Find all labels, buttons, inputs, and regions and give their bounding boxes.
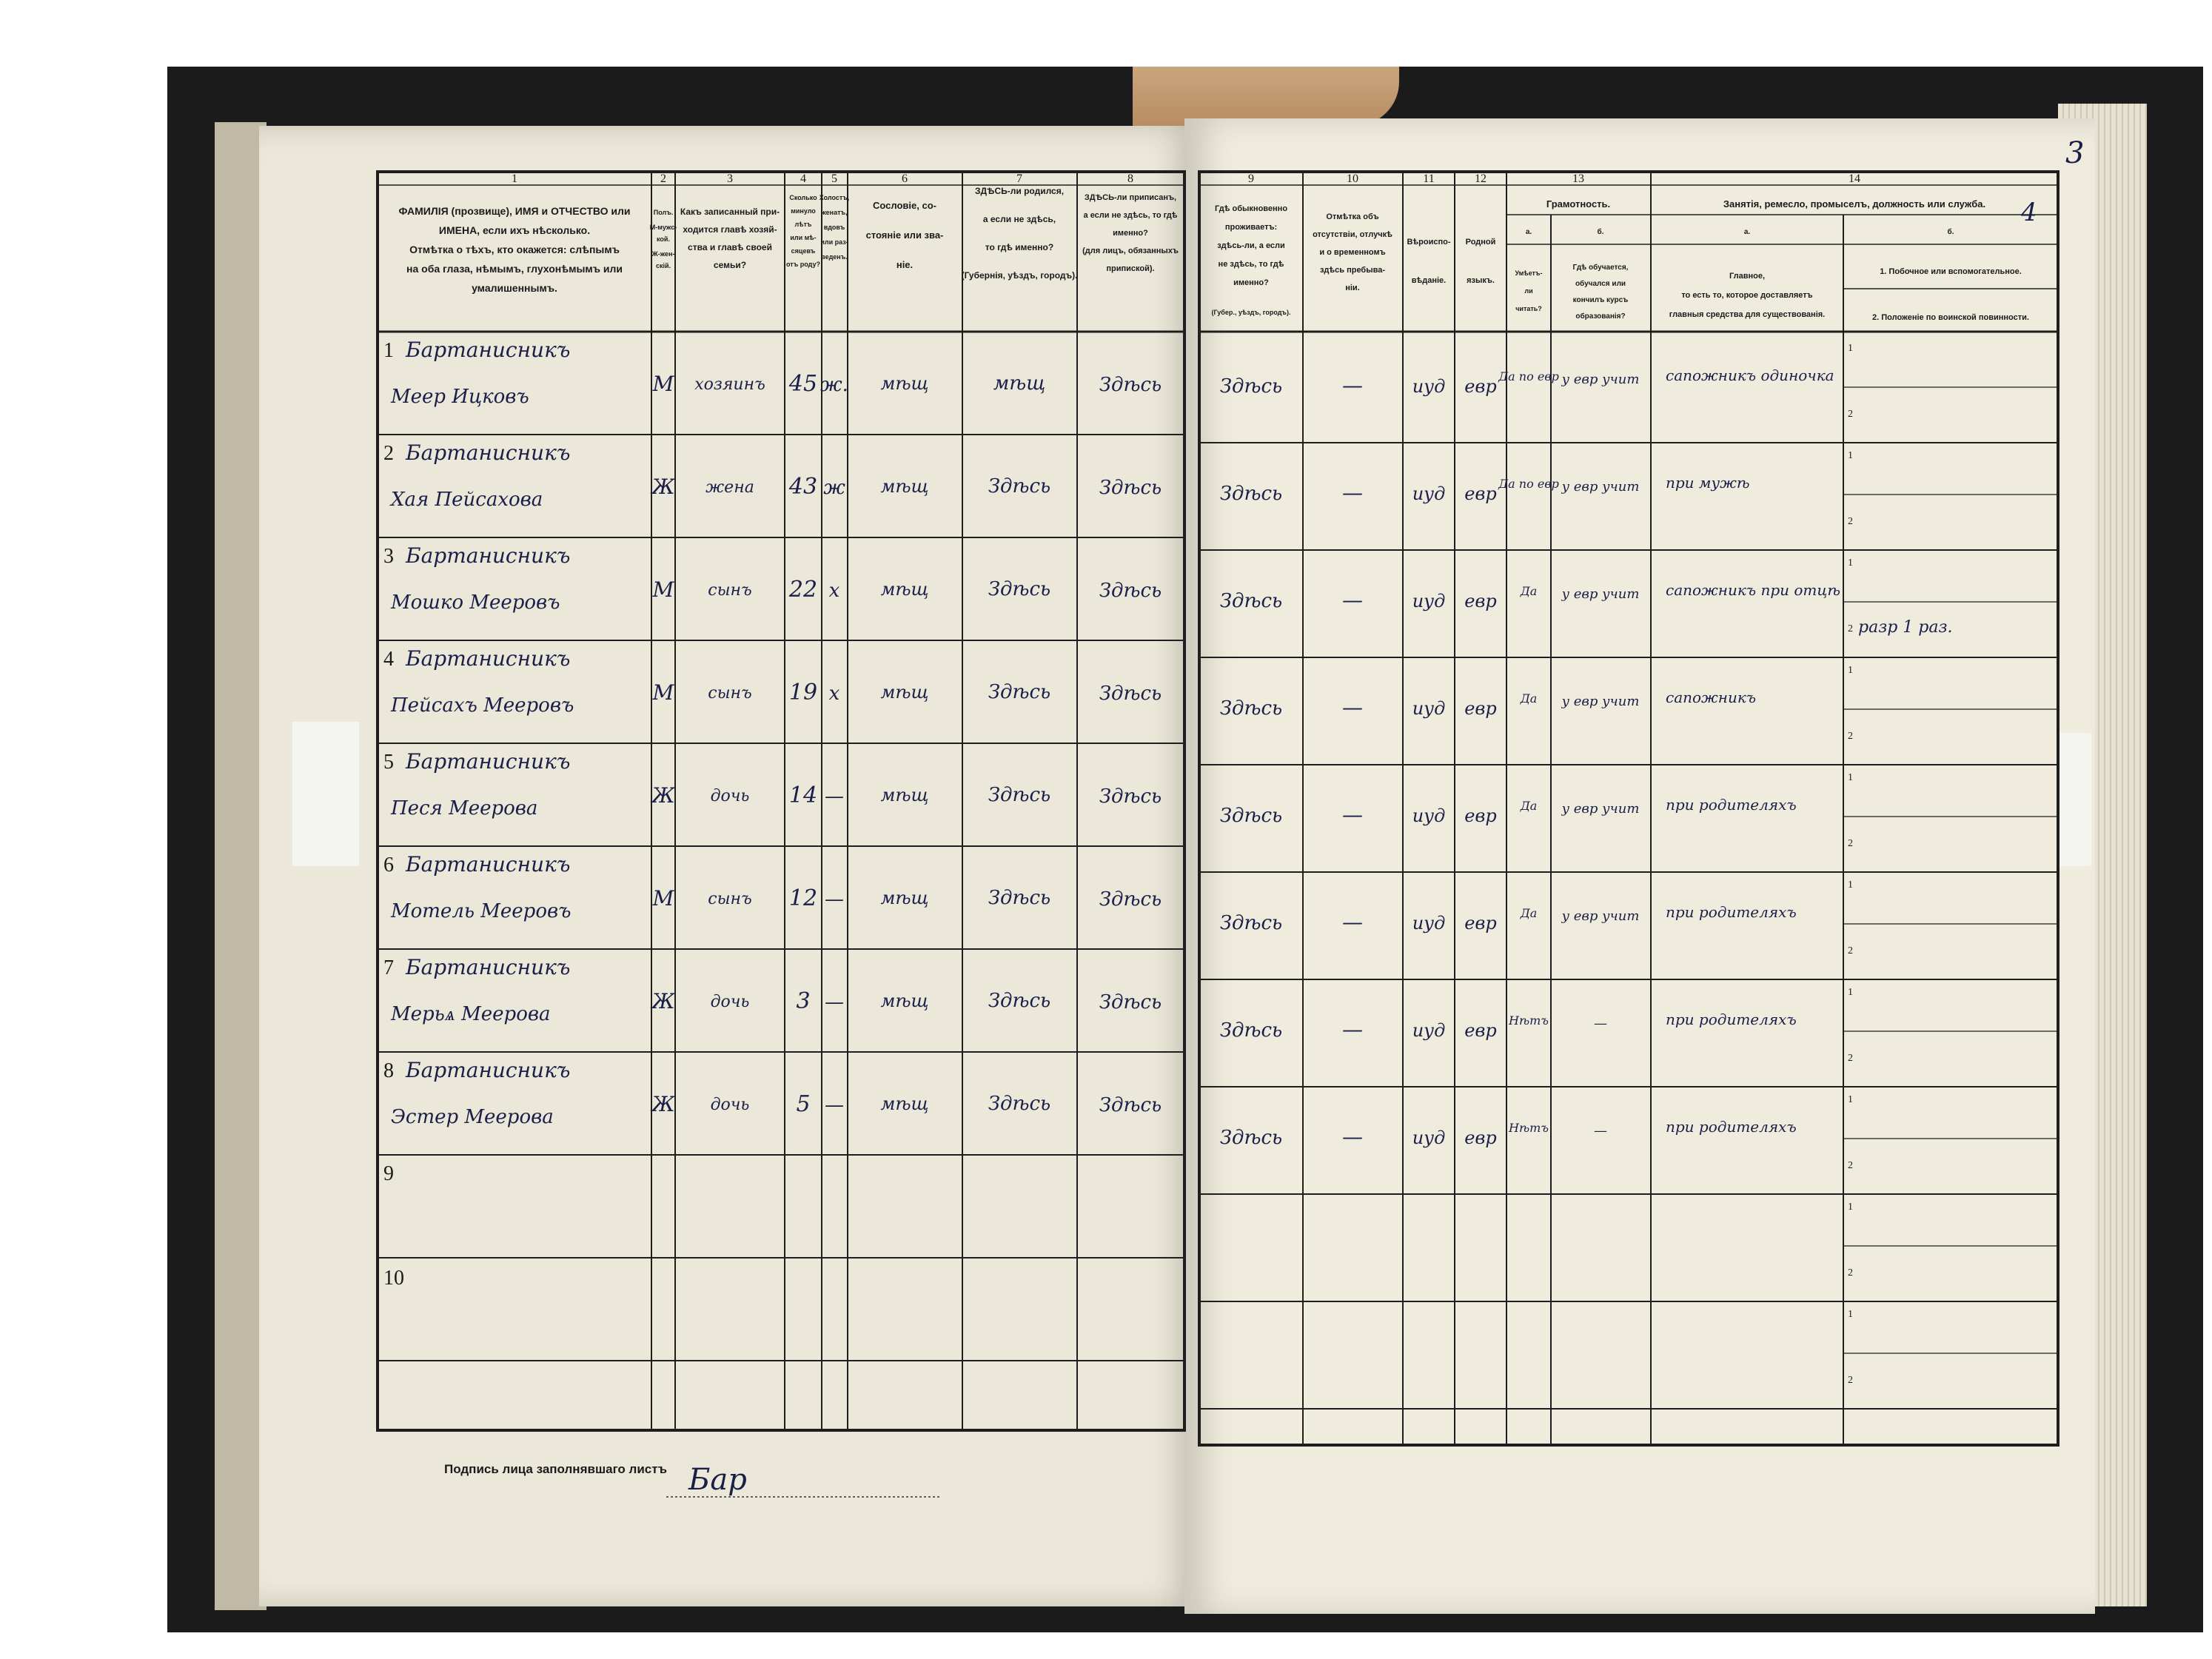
entry-occupation: при родителяхъ — [1666, 903, 1797, 921]
header-relation-column — [680, 207, 780, 270]
subrow-2: 2 — [1848, 409, 1853, 420]
entry-age: 43 — [788, 474, 818, 500]
header-c8-line-2: а если не здѣсь, то гдѣ — [1083, 211, 1178, 220]
entry-estate: мѣщ — [880, 888, 929, 908]
entry-resides: Здѣсь — [1219, 1019, 1283, 1042]
header-c11-line-1: Вѣроиспо- — [1407, 238, 1451, 247]
entry-school: у евр учит — [1561, 908, 1640, 924]
header-c9-line-4: не здѣсь, то гдѣ — [1218, 260, 1284, 269]
header-marital-column — [820, 194, 850, 261]
entry-resides: Здѣсь — [1219, 483, 1283, 505]
header-occupation-b: б. — [1947, 228, 1954, 236]
entry-estate: мѣщ — [880, 476, 929, 497]
header-language-column — [1466, 238, 1496, 285]
header-c10-line-4: здѣсь пребыва- — [1319, 266, 1386, 275]
row-number: 9 — [383, 1162, 394, 1185]
row-number: 10 — [383, 1267, 404, 1290]
col-num-9: 9 — [1248, 172, 1254, 185]
entry-reads: Нѣтъ — [1509, 1121, 1549, 1135]
entry-reads: Да по евр — [1498, 477, 1559, 491]
entry-ascribed: Здѣсь — [1099, 991, 1162, 1013]
entry-relation: сынъ — [708, 684, 752, 703]
header-c13b-line-3: кончилъ курсъ — [1572, 296, 1629, 304]
entry-born: Здѣсь — [988, 990, 1051, 1012]
entry-occupation: сапожникъ одиночка — [1666, 366, 1834, 384]
entry-marital: — — [825, 1094, 844, 1116]
header-c5-line-4: или раз- — [820, 238, 848, 246]
header-c10-line-1: Отмѣтка объ — [1326, 212, 1379, 221]
header-c7-line-2: а если не здѣсь, — [982, 214, 1056, 224]
header-c7-line-4: (Губернія, уѣздъ, городъ). — [961, 270, 1078, 281]
row-number: 6 — [383, 854, 394, 877]
right-column-headers — [1212, 198, 2029, 322]
entry-given: Меер Ицковъ — [391, 386, 529, 408]
header-c2-line-5: скій. — [655, 262, 671, 269]
entry-lang: евр — [1464, 1127, 1497, 1148]
entry-born: Здѣсь — [988, 475, 1051, 497]
entry-age: 19 — [788, 680, 818, 706]
entry-sex: М — [652, 577, 674, 602]
header-sex-column — [650, 209, 677, 269]
header-reads-column — [1515, 269, 1543, 312]
left-column-headers — [398, 186, 1178, 294]
entry-occupation: при родителяхъ — [1666, 1118, 1797, 1136]
entry-marital: ж — [823, 477, 845, 499]
header-born-column — [962, 186, 1078, 281]
header-estate-column — [866, 200, 944, 270]
entry-faith: иуд — [1412, 805, 1446, 826]
header-c8-line-1: ЗДѢСЬ-ли приписанъ, — [1084, 193, 1177, 202]
header-c13b-line-4: образованія? — [1575, 312, 1626, 321]
header-absence-column — [1313, 212, 1392, 292]
entry-age: 12 — [788, 885, 818, 911]
subrow-2: 2 — [1848, 731, 1853, 742]
entry-sex: Ж — [651, 989, 675, 1013]
entry-absence: — — [1342, 910, 1363, 934]
entry-faith: иуд — [1412, 591, 1446, 611]
header-c10-line-5: ніи. — [1345, 284, 1360, 292]
entry-ascribed: Здѣсь — [1099, 683, 1162, 705]
entry-faith: иуд — [1412, 1127, 1446, 1148]
row-number: 4 — [383, 648, 394, 671]
header-c10-line-3: и о временномъ — [1319, 248, 1386, 257]
entry-age: 45 — [788, 371, 818, 397]
row-number: 8 — [383, 1059, 394, 1082]
entry-surname: Бартанисникъ — [406, 1058, 571, 1082]
header-c6-line-3: ніе. — [896, 259, 914, 270]
entry-lang: евр — [1464, 483, 1497, 504]
entry-relation: жена — [706, 478, 754, 497]
entry-marital: — — [825, 888, 844, 911]
entry-given: Хая Пейсахова — [391, 489, 543, 511]
header-literacy-title: Грамотность. — [1546, 198, 1611, 210]
entry-estate: мѣщ — [880, 579, 929, 600]
header-c5-line-5: веденъ. — [821, 253, 848, 261]
entry-lang: евр — [1464, 698, 1497, 719]
entry-estate: мѣщ — [880, 1093, 929, 1114]
header-c11-line-2: вѣданіе. — [1411, 276, 1447, 285]
header-c8-line-4: (для лицъ, обязанныхъ — [1082, 247, 1179, 255]
entry-relation: дочь — [710, 1096, 750, 1114]
entry-estate: мѣщ — [880, 373, 929, 394]
header-age-column — [786, 194, 820, 268]
subrow-2: 2 — [1848, 838, 1853, 849]
entry-estate: мѣщ — [880, 682, 929, 703]
header-c4-line-1: Сколько — [789, 194, 817, 201]
entry-faith: иуд — [1412, 913, 1446, 934]
entry-reads: Да — [1520, 691, 1538, 706]
subrow-2: 2 — [1848, 623, 1853, 634]
subrow-1: 1 — [1848, 879, 1853, 891]
header-c13b-line-2: обучался или — [1575, 280, 1626, 288]
entry-sex: Ж — [651, 1092, 675, 1116]
subrow-2: 2 — [1848, 1267, 1853, 1278]
entry-given: Мерьѧ Меерова — [391, 1003, 551, 1025]
entry-marital: х — [828, 683, 840, 705]
header-c1-line-5: умалишеннымъ. — [472, 282, 557, 294]
header-c9-line-5: именно? — [1233, 278, 1269, 287]
header-c2-line-4: Ж-жен- — [651, 250, 675, 258]
entry-absence: — — [1342, 1017, 1363, 1042]
entry-resides: Здѣсь — [1219, 912, 1283, 934]
subrow-1: 1 — [1848, 450, 1853, 461]
entry-relation: хозяинъ — [694, 375, 765, 394]
header-c2-line-2: М-мужс- — [649, 224, 677, 231]
header-main-occupation — [1669, 272, 1825, 319]
entry-faith: иуд — [1412, 698, 1446, 719]
col-num-2: 2 — [660, 172, 666, 185]
entry-marital: х — [828, 580, 840, 602]
header-name-column — [398, 205, 630, 294]
col-num-6: 6 — [902, 172, 908, 185]
entry-ascribed: Здѣсь — [1099, 1094, 1162, 1116]
col-num-5: 5 — [831, 172, 837, 185]
signature-label: Подпись лица заполнявшаго листъ — [444, 1462, 667, 1476]
col-num-11: 11 — [1423, 172, 1435, 185]
header-c4-line-2: минуло — [791, 207, 816, 215]
entry-sex: М — [652, 680, 674, 705]
header-c1-line-1: ФАМИЛІЯ (прозвище), ИМЯ и ОТЧЕСТВО или — [398, 205, 631, 217]
entry-ascribed: Здѣсь — [1099, 785, 1162, 808]
header-c4-line-6: отъ роду? — [786, 261, 820, 268]
row-number: 1 — [383, 339, 394, 362]
entry-surname: Бартанисникъ — [406, 543, 571, 568]
header-c6-line-2: стояніе или зва- — [865, 229, 944, 241]
entry-occupation: при мужѣ — [1666, 474, 1750, 492]
entry-reads: Нѣтъ — [1509, 1013, 1549, 1028]
entry-sex: М — [652, 886, 674, 911]
subrow-2: 2 — [1848, 1375, 1853, 1386]
entry-reads: Да по евр — [1498, 369, 1559, 383]
header-c7-line-3: то гдѣ именно? — [985, 242, 1054, 252]
col-num-3: 3 — [727, 172, 733, 185]
entry-born: Здѣсь — [988, 887, 1051, 909]
entry-given: Мошко Мееровъ — [391, 591, 560, 614]
header-c3-line-2: ходится главѣ хозяй- — [683, 224, 777, 235]
entry-ascribed: Здѣсь — [1099, 580, 1162, 602]
header-c13a-line-1: Умѣетъ- — [1515, 269, 1543, 277]
col-num-14: 14 — [1849, 172, 1860, 185]
entry-sex: Ж — [651, 783, 675, 808]
subrow-2: 2 — [1848, 1053, 1853, 1064]
subrow-2: 2 — [1848, 1160, 1853, 1171]
right-row-lines — [1199, 387, 2058, 1409]
header-c13b-line-1: Гдѣ обучается, — [1572, 264, 1629, 272]
header-c6-line-1: Сословіе, со- — [873, 200, 936, 211]
header-c4-line-5: сяцевъ — [791, 247, 816, 255]
header-c9-line-2: проживаетъ: — [1224, 223, 1278, 232]
subrow-1: 1 — [1848, 1201, 1853, 1213]
entry-occupation: при родителяхъ — [1666, 1011, 1797, 1028]
header-c1-line-2: ИМЕНА, если ихъ нѣсколько. — [438, 224, 591, 236]
header-c5-line-2: женатъ, — [821, 209, 848, 216]
header-c2-line-3: кой. — [657, 235, 670, 243]
entry-occupation: сапожникъ при отцѣ — [1666, 581, 1840, 599]
header-c5-line-1: Холостъ, — [819, 194, 850, 201]
header-c12-line-1: Родной — [1465, 238, 1496, 247]
right-column-numbers — [1248, 172, 1860, 185]
entry-absence: — — [1342, 695, 1363, 720]
entry-ascribed: Здѣсь — [1099, 888, 1162, 911]
corner-page-number: 3 — [2065, 136, 2085, 170]
entry-faith: иуд — [1412, 483, 1446, 504]
header-c8-line-3: именно? — [1113, 229, 1148, 238]
entry-lang: евр — [1464, 376, 1497, 397]
entry-absence: — — [1342, 373, 1363, 398]
col-num-7: 7 — [1016, 172, 1022, 185]
col-num-8: 8 — [1127, 172, 1133, 185]
entry-marital: — — [825, 991, 844, 1013]
entry-age: 22 — [788, 577, 818, 603]
subrow-1: 1 — [1848, 1094, 1853, 1105]
signature: Бар — [688, 1463, 747, 1497]
entry-given: Пейсахъ Мееровъ — [391, 694, 574, 717]
entry-relation: дочь — [710, 993, 750, 1011]
entry-born: Здѣсь — [988, 784, 1051, 806]
header-c13a-line-3: читать? — [1515, 305, 1542, 312]
entry-given: Мотель Мееровъ — [391, 900, 572, 922]
entry-surname: Бартанисникъ — [406, 852, 571, 877]
right-subrow-numbers — [1848, 343, 1853, 1386]
entry-estate: мѣщ — [880, 785, 929, 805]
header-literacy-b: б. — [1597, 228, 1604, 236]
header-residence-column — [1212, 204, 1291, 316]
row-number: 5 — [383, 751, 394, 774]
header-c4-line-3: лѣтъ — [794, 221, 812, 228]
col-num-12: 12 — [1475, 172, 1487, 185]
entry-absence: — — [1342, 1125, 1363, 1149]
header-occupation-title: Занятія, ремесло, промыселъ, должность или служба. — [1723, 198, 1986, 210]
entry-school: — — [1594, 1016, 1607, 1031]
entry-surname: Бартанисникъ — [406, 646, 571, 671]
header-c14a-line-1: Главное, — [1729, 272, 1766, 281]
entry-reads: Да — [1520, 799, 1538, 813]
entry-resides: Здѣсь — [1219, 805, 1283, 827]
entry-resides: Здѣсь — [1219, 1127, 1283, 1149]
entry-surname: Бартанисникъ — [406, 955, 571, 979]
row-number: 3 — [383, 545, 394, 568]
header-aux-occupation: 1. Побочное или вспомогательное. — [1880, 267, 2022, 276]
subrow-2: 2 — [1848, 945, 1853, 956]
header-c5-line-3: вдовъ — [823, 224, 845, 231]
entry-surname: Бартанисникъ — [406, 338, 571, 362]
entry-school: у евр учит — [1561, 586, 1640, 602]
entry-relation: дочь — [710, 787, 750, 805]
entry-given: Песя Меерова — [391, 797, 538, 820]
entry-sex: Ж — [651, 475, 675, 499]
page-note: 4 — [2021, 198, 2037, 227]
entry-born: мѣщ — [993, 372, 1046, 395]
header-c13a-line-2: ли — [1524, 287, 1533, 295]
header-c14a-line-2: то есть то, которое доставляетъ — [1681, 291, 1813, 300]
subrow-1: 1 — [1848, 987, 1853, 998]
entry-marital: ж. — [820, 374, 848, 396]
header-c3-line-3: ства и главѣ своей — [688, 242, 772, 252]
entry-occupation: при родителяхъ — [1666, 796, 1797, 814]
entry-surname: Бартанисникъ — [406, 440, 571, 465]
entry-lang: евр — [1464, 591, 1497, 611]
entry-lang: евр — [1464, 805, 1497, 826]
entry-estate: мѣщ — [880, 991, 929, 1011]
subrow-1: 1 — [1848, 665, 1853, 676]
header-literacy-a: а. — [1525, 228, 1532, 236]
entry-resides: Здѣсь — [1219, 590, 1283, 612]
header-occupation-a: а. — [1743, 228, 1751, 236]
entry-resides: Здѣсь — [1219, 697, 1283, 720]
entry-ascribed: Здѣсь — [1099, 477, 1162, 499]
entry-surname: Бартанисникъ — [406, 749, 571, 774]
row-number: 2 — [383, 442, 394, 465]
header-c9-line-3: здѣсь-ли, а если — [1217, 241, 1285, 250]
subrow-1: 1 — [1848, 1309, 1853, 1320]
entry-faith: иуд — [1412, 1020, 1446, 1041]
header-c3-line-4: семьи? — [713, 260, 747, 270]
subrow-1: 1 — [1848, 557, 1853, 569]
entry-reads: Да — [1520, 906, 1538, 920]
subrow-1: 1 — [1848, 343, 1853, 354]
header-c9-line-1: Гдѣ обыкновенно — [1214, 204, 1288, 213]
entry-age: 14 — [788, 782, 818, 808]
entry-sex: М — [652, 372, 674, 396]
col-num-1: 1 — [512, 172, 517, 185]
entry-born: Здѣсь — [988, 681, 1051, 703]
entry-age: 3 — [796, 988, 811, 1014]
header-military-status: 2. Положеніе по воинской повинности. — [1872, 313, 2029, 322]
header-school-column — [1573, 263, 1629, 321]
col-num-10: 10 — [1347, 172, 1358, 185]
entry-lang: евр — [1464, 913, 1497, 934]
header-c8-line-5: припиской). — [1106, 264, 1155, 273]
entry-relation: сынъ — [708, 581, 752, 600]
header-c9-line-6: (Губер., уѣздъ, городъ). — [1211, 309, 1291, 316]
entry-lang: евр — [1464, 1020, 1497, 1041]
header-c3-line-1: Какъ записанный при- — [680, 207, 780, 217]
header-ascribed-column — [1082, 193, 1179, 273]
entry-school: у евр учит — [1561, 479, 1640, 495]
entry-school: у евр учит — [1561, 372, 1640, 387]
row-number: 7 — [383, 956, 394, 979]
entry-ascribed: Здѣсь — [1099, 374, 1162, 396]
header-faith-column — [1407, 238, 1450, 285]
subrow-2: 2 — [1848, 516, 1853, 527]
entry-age: 5 — [796, 1091, 811, 1117]
entry-aux: разр 1 раз. — [1858, 618, 1953, 637]
entry-born: Здѣсь — [988, 578, 1051, 600]
entry-absence: — — [1342, 480, 1363, 505]
header-c4-line-4: или мѣ- — [790, 234, 817, 241]
entry-school: — — [1594, 1123, 1607, 1139]
entry-resides: Здѣсь — [1219, 375, 1283, 398]
header-c1-line-4: на оба глаза, нѣмымъ, глухонѣмымъ или — [406, 263, 623, 275]
header-c14a-line-3: главныя средства для существованія. — [1669, 310, 1826, 319]
col-num-4: 4 — [800, 172, 806, 185]
header-c2-line-1: Полъ. — [653, 209, 674, 216]
header-c10-line-2: отсутствіи, отлучкѣ — [1313, 230, 1392, 239]
header-c1-line-3: Отмѣтка о тѣхъ, кто окажется: слѣпымъ — [409, 244, 620, 255]
entry-absence: — — [1342, 802, 1363, 827]
entry-school: у евр учит — [1561, 694, 1640, 709]
entry-marital: — — [825, 785, 844, 808]
col-num-13: 13 — [1572, 172, 1584, 185]
entry-faith: иуд — [1412, 376, 1446, 397]
entry-reads: Да — [1520, 584, 1538, 598]
subrow-1: 1 — [1848, 772, 1853, 783]
entry-occupation: сапожникъ — [1666, 688, 1757, 706]
entry-absence: — — [1342, 588, 1363, 612]
left-row-lines — [378, 435, 1184, 1361]
header-c7-line-1: ЗДѢСЬ-ли родился, — [974, 186, 1065, 196]
header-c12-line-2: языкъ. — [1467, 276, 1495, 285]
entry-born: Здѣсь — [988, 1093, 1051, 1115]
entry-relation: сынъ — [708, 890, 752, 908]
entry-school: у евр учит — [1561, 801, 1640, 817]
entry-given: Эстер Меерова — [391, 1106, 554, 1128]
